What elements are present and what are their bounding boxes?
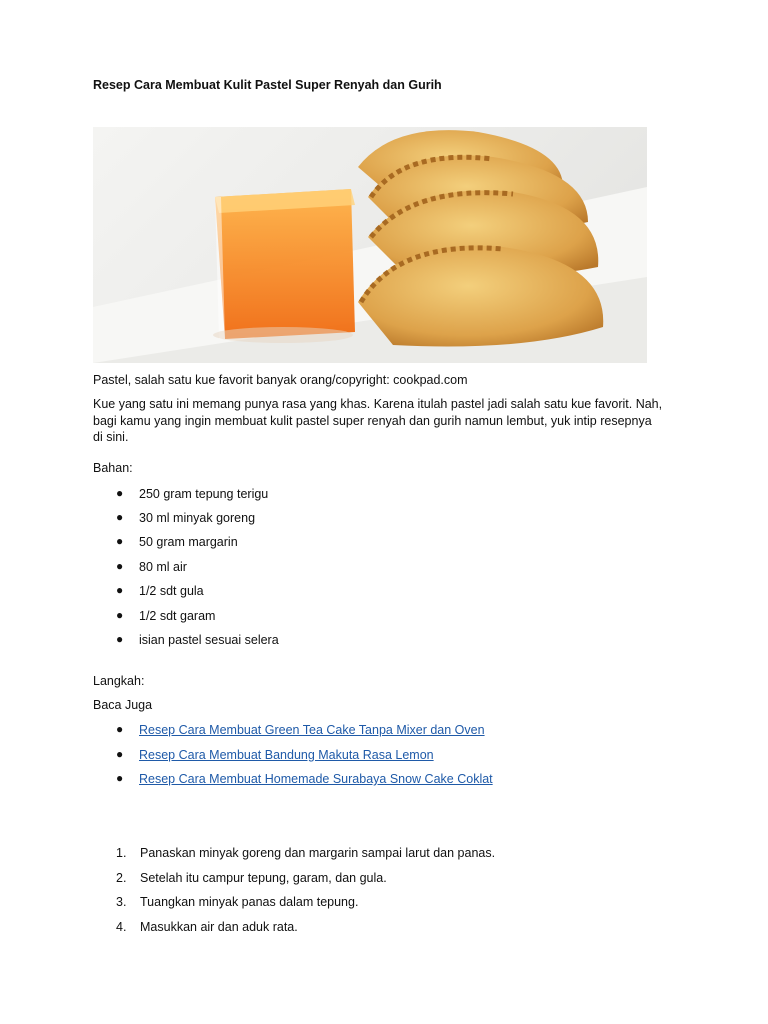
related-link[interactable]: Resep Cara Membuat Homemade Surabaya Snow Cake Coklat [139,772,493,786]
pastel-illustration [93,127,647,363]
langkah-heading: Langkah: [93,674,145,688]
bullet-icon: ● [116,486,124,500]
bullet-icon: ● [116,583,124,597]
document-title: Resep Cara Membuat Kulit Pastel Super Renyah dan Gurih [93,78,442,92]
intro-paragraph: Kue yang satu ini memang punya rasa yang khas. Karena itulah pastel jadi salah satu kue favorit. Nah, bagi kamu yang ingin membuat kulit pastel super renyah dan gurih namun lembut, yuk intip resepnya di sini. [93,397,663,444]
baca-juga-label: Baca Juga [93,698,153,712]
photo-caption: Pastel, salah satu kue favorit banyak orang/copyright: cookpad.com [93,373,468,387]
bullet-icon: ● [116,608,124,622]
bullet-icon: ● [116,534,124,548]
bullet-icon: ● [116,747,124,761]
bullet-icon: ● [116,510,124,524]
related-link[interactable]: Resep Cara Membuat Bandung Makuta Rasa Lemon [139,748,434,762]
bullet-icon: ● [116,559,124,573]
bullet-icon: ● [116,632,124,646]
bullet-icon: ● [116,722,124,736]
document-page: Resep Cara Membuat Kulit Pastel Super Renyah dan Gurih Pastel, salah satu kue favorit banyak orang/copyright: cookpad.com Kue yang satu ini memang punya rasa yang khas. Karena itulah pastel jadi salah satu kue favorit. Nah, bagi kamu yang ingin membuat kulit pastel super renyah dan gurih namun lembut, yuk intip resepnya di sini. Bahan: ● 250 gram tepung terigu ● 30 ml minyak goreng ● 50 gram margarin ● 80 ml air ● 1/2 sdt gula ● 1/2 sdt garam ● isian pastel sesuai selera Langkah: Baca Juga ● Resep Cara Membuat Green Tea Cake Tanpa Mixer dan Oven ● Resep Cara Membuat Bandung Makuta Rasa Lemon ● Resep Cara Membuat Homemade Surabaya Snow Cake Coklat 1. Panaskan minyak goreng dan margarin sampai larut dan panas. 2. Setelah itu campur tepung, garam, dan gula. 3. Tuangkan minyak panas dalam tepung. 4. Masukkan air dan aduk rata. [93,78,663,934]
pastel-photo [93,127,647,363]
bahan-heading: Bahan: [93,461,133,475]
related-link[interactable]: Resep Cara Membuat Green Tea Cake Tanpa Mixer dan Oven [139,723,485,737]
bullet-icon: ● [116,771,124,785]
